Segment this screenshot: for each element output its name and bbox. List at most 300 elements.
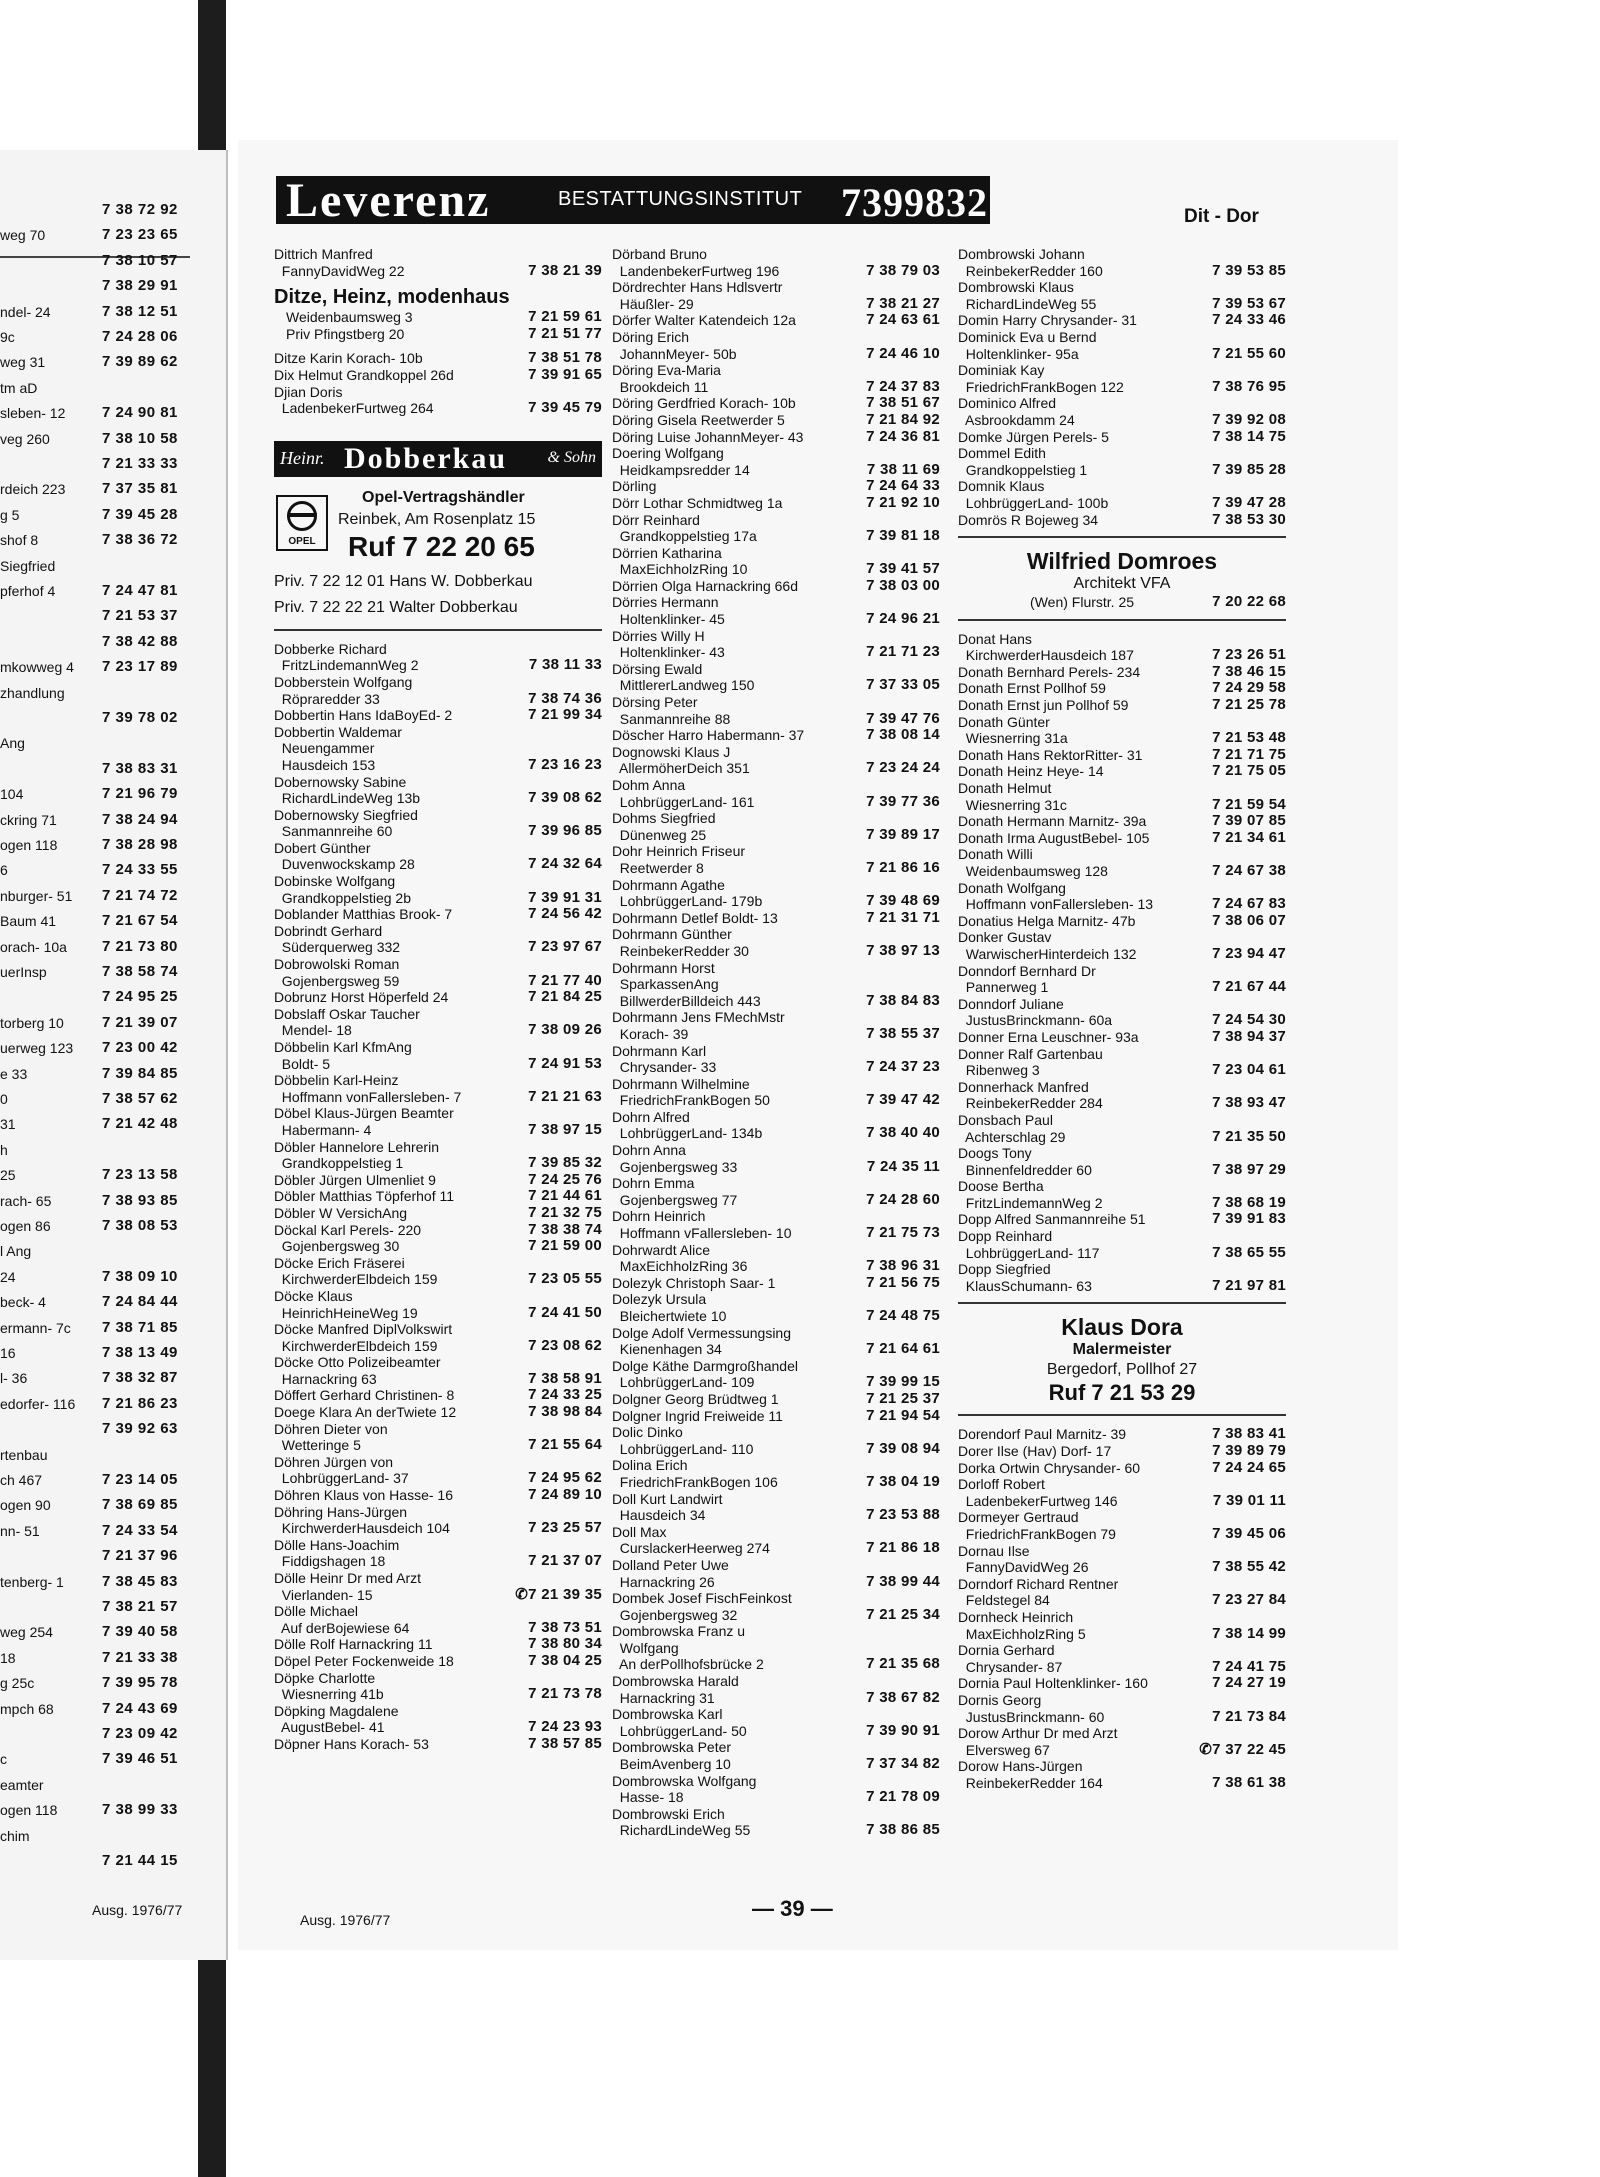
directory-entry [274,1437,602,1454]
directory-entry [612,993,940,1010]
entry-name: Döcke Manfred DiplVolkswirt [274,1321,453,1338]
entry-name: LohbrüggerLand- 110 [612,1440,754,1457]
directory-entry [274,1022,602,1039]
entry-phone: 7 38 24 94 [102,810,178,828]
entry-phone: 7 39 95 78 [102,1674,178,1692]
entry-name: Doering Wolfgang [612,445,724,462]
entry-name: Harnackring 26 [612,1573,715,1590]
entry-name: Elversweg 67 [958,1741,1050,1758]
entry-phone: 7 24 32 64 [528,855,602,873]
entry-name: Holtenklinker- 95a [958,345,1079,362]
entry-name: Dobbertin Hans IdaBoyEd- 2 [274,707,453,724]
entry-list-c [958,1426,1286,1791]
entry-phone: 7 21 37 96 [102,1547,178,1565]
page-range-header: Dit - Dor [1184,206,1259,227]
entry-name: l Ang [0,1243,32,1260]
entry-name: weg 254 [0,1624,53,1641]
directory-entry [612,594,940,611]
directory-entry [958,1443,1286,1460]
entry-name: Donath Hans RektorRitter- 31 [958,746,1143,763]
dobberkau-line1: Opel-Vertragshändler [362,488,525,506]
entry-name: Döcke Otto Polizeibeamter [274,1354,441,1371]
entry-phone: 7 21 35 50 [1212,1127,1286,1145]
entry-phone: 7 38 73 51 [528,1618,602,1636]
entry-phone: 7 24 67 38 [1212,862,1286,879]
directory-entry [274,1222,602,1239]
entry-name: RichardLindeWeg 13b [274,790,421,807]
directory-entry [274,350,602,367]
directory-entry [958,714,1286,731]
entry-name: mpch 68 [0,1700,54,1717]
entry-name: Dornia Gerhard [958,1642,1055,1659]
directory-entry [612,1308,940,1325]
directory-entry [612,1690,940,1707]
entry-name: Donath Heinz Heye- 14 [958,763,1104,780]
entry-phone: 7 38 32 87 [102,1369,178,1387]
directory-entry [274,1155,602,1172]
entry-name: Süderquerweg 332 [274,939,401,956]
entry-phone: 7 38 28 98 [102,836,178,853]
entry-name: LohbrüggerLand- 109 [612,1374,755,1391]
directory-entry [958,1526,1286,1543]
entry-phone: 7 21 33 33 [102,455,178,472]
entry-name: Mendel- 18 [274,1022,352,1039]
entry-phone: 7 24 25 76 [528,1170,602,1188]
directory-entry [274,1719,602,1736]
entry-name: FannyDavidWeg 26 [958,1559,1089,1576]
entry-phone: 7 24 63 61 [866,311,940,329]
entry-name: ReinbekerRedder 30 [612,942,749,959]
entry-phone: 7 21 32 75 [528,1203,602,1221]
entry-phone: 7 38 61 38 [1212,1773,1286,1791]
directory-entry [958,631,1286,648]
dobberkau-phone: Ruf 7 22 20 65 [348,530,535,562]
directory-entry [958,263,1286,280]
directory-entry [612,1275,940,1292]
directory-entry [958,929,1286,946]
directory-entry [612,893,940,910]
directory-entry [958,1709,1286,1726]
entry-phone: 7 38 09 10 [102,1267,178,1285]
entry-name: Döpking Magdalene [274,1702,399,1719]
entry-phone: 7 39 07 85 [1212,812,1286,830]
directory-entry [958,697,1286,714]
entry-name: KirchwerderHausdeich 187 [958,647,1134,664]
directory-entry [612,1607,940,1624]
entry-name: Dörr Reinhard [612,511,700,528]
entry-name: Dölle Hans-Joachim [274,1536,400,1553]
directory-entry [274,1736,602,1753]
entry-name: Dolgner Georg Brüdtweg 1 [612,1390,779,1407]
entry-name: Dohrmann Karl [612,1042,707,1059]
entry-phone: 7 38 36 72 [102,531,178,549]
directory-entry [958,1758,1286,1775]
entry-phone: 7 24 37 83 [866,377,940,395]
directory-entry [274,1354,602,1371]
entry-phone: 7 21 99 34 [528,706,602,724]
directory-entry [958,896,1286,913]
entry-name: Heidkampsredder 14 [612,461,750,478]
entry-name: CurslackerHeerweg 274 [612,1540,770,1557]
entry-name: weg 31 [0,354,46,371]
directory-entry [612,1109,940,1126]
directory-entry [612,296,940,313]
entry-phone: 7 24 84 44 [102,1293,178,1311]
entry-phone: 7 21 84 25 [528,988,602,1006]
directory-entry [274,641,602,658]
entry-name: ReinbekerRedder 160 [958,262,1103,279]
directory-entry [612,1424,940,1441]
directory-entry [612,1806,940,1823]
entry-name: Döbbelin Karl-Heinz [274,1072,399,1089]
entry-phone: 7 21 55 64 [528,1436,602,1454]
entry-phone: 7 38 57 62 [102,1090,178,1107]
directory-entry [274,890,602,907]
entry-phone: 7 24 46 10 [866,344,940,362]
dobberkau-priv-1: Priv. 7 22 12 01 Hans W. Dobberkau [274,572,533,590]
directory-entry [612,1656,940,1673]
directory-entry [612,1623,940,1640]
entry-phone: 7 38 93 85 [102,1191,178,1209]
entry-phone: 7 39 48 69 [866,892,940,910]
directory-entry [958,680,1286,697]
ditze-title: Ditze, Heinz, modenhaus [274,286,510,309]
entry-name: JohannMeyer- 50b [612,345,737,362]
entry-name: Donath Willi [958,846,1033,863]
directory-entry [612,1125,940,1142]
entry-name: Sanmannreihe 88 [612,710,731,727]
directory-entry [958,1145,1286,1162]
directory-entry [958,495,1286,512]
entry-phone: 7 21 67 54 [102,912,178,930]
entry-name: Dolland Peter Uwe [612,1556,729,1573]
directory-entry [958,412,1286,429]
entry-name: Wiesnerring 31a [958,730,1068,747]
directory-entry [612,412,940,429]
directory-entry [612,545,940,562]
directory-entry [612,1159,940,1176]
entry-name: Dorow Hans-Jürgen [958,1758,1083,1775]
entry-name: rtenbau [0,1446,48,1463]
entry-name: Donath Hermann Marnitz- 39a [958,813,1147,830]
entry-name: Dobinske Wolfgang [274,873,396,890]
entry-name: Auf derBojewiese 64 [274,1619,410,1636]
entry-phone: 7 21 86 16 [866,858,940,876]
entry-phone: 7 21 94 54 [866,1406,940,1424]
entry-phone: 7 38 71 85 [102,1318,178,1336]
entry-name: Dohrn Emma [612,1175,695,1192]
directory-entry [958,346,1286,363]
directory-entry [612,727,940,744]
directory-entry [958,1261,1286,1278]
dora-phone: Ruf 7 21 53 29 [1048,1380,1196,1406]
entry-name: BeimAvenberg 10 [612,1756,731,1773]
directory-entry [612,1208,940,1225]
directory-entry [958,763,1286,780]
directory-entry [274,989,602,1006]
directory-entry [274,367,602,384]
directory-entry [274,1620,602,1637]
directory-entry [612,1076,940,1093]
entry-phone: 7 38 84 83 [866,991,940,1009]
entry-name: chim [0,1827,30,1844]
directory-entry [612,1441,940,1458]
directory-entry [612,1175,940,1192]
entry-phone: 7 24 67 83 [1212,895,1286,913]
entry-list-a [958,246,1286,528]
entry-name: KirchwerderElbdeich 159 [274,1337,438,1354]
directory-entry [958,664,1286,681]
directory-entry [612,1225,940,1242]
entry-name: h [0,1141,8,1158]
entry-phone: 7 23 08 62 [528,1336,602,1354]
entry-name: Döbel Klaus-Jürgen Beamter [274,1105,454,1122]
directory-entry [958,1029,1286,1046]
entry-phone: 7 24 28 60 [866,1190,940,1208]
directory-entry [958,1426,1286,1443]
entry-phone: 7 38 14 75 [1212,427,1286,445]
entry-phone: 7 23 17 89 [102,658,178,676]
entry-name: Dölle Rolf Harnackring 11 [274,1636,433,1653]
directory-entry [274,691,602,708]
entry-name: Donath Bernhard Perels- 234 [958,663,1141,680]
directory-entry [612,1242,940,1259]
entry-phone: 7 39 91 65 [528,365,602,383]
entry-name: BillwerderBilldeich 443 [612,992,761,1009]
directory-entry [274,740,602,757]
directory-entry [612,462,940,479]
entry-name: Dörling [612,478,657,495]
entry-phone: 7 38 97 15 [528,1120,602,1138]
previous-page-fragment [0,150,228,1960]
entry-name: Siegfried [0,557,56,574]
directory-entry [958,1659,1286,1676]
entry-phone: 7 39 89 79 [1212,1442,1286,1460]
entry-phone: 7 21 59 54 [1212,795,1286,813]
entry-phone: 7 38 80 34 [528,1635,602,1653]
directory-page [238,140,1398,1950]
entry-name: Dölle Michael [274,1603,359,1620]
directory-entry [274,1371,602,1388]
entry-name: Döring Gisela Reetwerder 5 [612,411,785,428]
entry-name: MaxEichholzRing 5 [958,1625,1086,1642]
entry-name: Hoffmann vonFallersleben- 7 [274,1088,462,1105]
entry-name: 0 [0,1091,8,1107]
entry-name: torberg 10 [0,1014,64,1031]
entry-name: Dolina Erich [612,1457,688,1474]
entry-name: Wolfgang [612,1639,679,1656]
entry-name: orach- 10a [0,938,67,955]
entry-phone: 7 21 73 84 [1212,1707,1286,1725]
directory-entry [958,296,1286,313]
directory-entry [274,384,602,401]
directory-entry [958,478,1286,495]
entry-name: ogen 90 [0,1497,51,1514]
directory-entry [612,644,940,661]
directory-entry [274,1205,602,1222]
directory-entry [958,1576,1286,1593]
entry-name: FannyDavidWeg 22 [274,262,405,279]
entry-phone: 7 21 53 48 [1212,729,1286,747]
directory-entry [612,694,940,711]
entry-phone: 7 21 78 09 [866,1788,940,1806]
entry-phone: 7 21 44 61 [528,1187,602,1205]
directory-entry [612,1574,940,1591]
directory-entry [274,1321,602,1338]
entry-phone: 7 38 68 19 [1212,1193,1286,1211]
entry-name: Döbler W VersichAng [274,1204,408,1221]
entry-phone: 7 21 96 79 [102,785,178,803]
entry-phone: 7 38 79 03 [866,261,940,279]
entry-phone: 7 38 72 92 [102,201,178,218]
entry-phone: 7 38 51 78 [528,349,602,367]
divider [958,536,1286,538]
entry-name: Harnackring 31 [612,1689,715,1706]
entry-phone: 7 21 31 71 [866,908,940,926]
entry-list-b [958,631,1286,1295]
entry-phone: 7 39 47 76 [866,709,940,727]
entry-phone: 7 38 83 31 [102,759,178,777]
entry-name: MaxEichholzRing 36 [612,1258,748,1275]
opel-logo-label: OPEL [288,535,316,547]
entry-name: Döckal Karl Perels- 220 [274,1221,422,1238]
directory-entry [612,1358,940,1375]
entry-name: LohbrüggerLand- 100b [958,494,1109,511]
entry-name: Brookdeich 11 [612,378,709,395]
directory-entry [274,1653,602,1670]
directory-entry [612,1673,940,1690]
entry-name: Döhren Jürgen von [274,1453,394,1470]
entry-name: Dombrowska Franz u [612,1623,746,1640]
directory-entry [274,1338,602,1355]
entry-name: Döffert Gerhard Christinen- 8 [274,1387,455,1404]
entry-phone: 7 24 36 81 [866,427,940,445]
directory-entry [612,960,940,977]
entry-name: Dohms Siegfried [612,810,716,827]
entry-phone: 7 24 95 25 [102,988,178,1006]
entry-phone: 7 24 56 42 [528,905,602,923]
entry-name: Döpke Charlotte [274,1669,376,1686]
entry-phone: 7 39 84 85 [102,1064,178,1082]
directory-entry [612,1142,940,1159]
directory-entry [612,512,940,529]
entry-phone: 7 23 53 88 [866,1506,940,1524]
directory-entry [274,840,602,857]
directory-entry [274,1636,602,1653]
directory-entry [958,246,1286,263]
entry-phone: 7 21 71 75 [1212,745,1286,763]
entry-phone: 7 38 99 44 [866,1572,940,1590]
entry-phone: 7 38 65 55 [1212,1243,1286,1261]
domroes-address: (Wen) Flurstr. 25 [1030,594,1135,611]
entry-name: 25 [0,1167,16,1184]
entry-name: Holtenklinker- 43 [612,644,725,661]
directory-entry [958,1725,1286,1742]
entry-phone: 7 24 33 55 [102,861,178,879]
entry-phone: 7 38 94 37 [1212,1027,1286,1045]
entry-phone: 7 39 45 28 [102,505,178,523]
entry-name: Ang [0,735,25,752]
entry-name: Dörband Bruno [612,246,707,262]
entry-name: Dohrwardt Alice [612,1241,711,1258]
entry-name: Döpner Hans Korach- 53 [274,1735,429,1752]
entry-phone: 7 24 90 81 [102,404,178,422]
directory-entry [274,1387,602,1404]
entry-phone: 7 39 99 15 [866,1373,940,1391]
entry-name: g 25c [0,1675,35,1692]
directory-entry [612,495,940,512]
directory-entry [612,1009,940,1026]
dora-ad [958,1314,1286,1406]
entry-phone: 7 23 09 42 [102,1725,178,1742]
directory-entry [612,794,940,811]
directory-entry [958,1012,1286,1029]
entry-name: Doose Bertha [958,1178,1044,1195]
entry-phone: 7 21 33 38 [102,1648,178,1666]
entry-phone: 7 23 25 57 [528,1519,602,1537]
entry-phone: 7 38 04 25 [528,1651,602,1669]
directory-entry [958,512,1286,529]
directory-entry [612,312,940,329]
entry-name: Donndorf Juliane [958,995,1064,1012]
entry-phone: 7 39 53 85 [1212,261,1286,279]
entry-name: Dombek Josef FischFeinkost [612,1590,792,1607]
entry-name: edorfer- 116 [0,1395,76,1412]
entry-name: Donsbach Paul [958,1111,1053,1128]
entry-name: Grandkoppelstieg 1 [958,461,1088,478]
directory-entry [612,777,940,794]
directory-entry [958,1095,1286,1112]
entry-name: Dombrowski Johann [958,246,1085,262]
entry-name: Habermann- 4 [274,1121,372,1138]
entry-name: Dobrowolski Roman [274,956,400,973]
entry-phone: 7 21 71 23 [866,643,940,661]
entry-name: Dobbertin Waldemar [274,723,402,740]
entry-name: Gojenbergsweg 30 [274,1238,400,1255]
directory-entry [612,1341,940,1358]
entry-name: Dohrmann Detlef Boldt- 13 [612,909,778,926]
entry-name: Hausdeich 34 [612,1507,706,1524]
directory-entry [612,561,940,578]
directory-entry [612,1723,940,1740]
entry-phone: 7 24 54 30 [1212,1011,1286,1029]
entry-name: Boldt- 5 [274,1055,331,1072]
entry-name: Reetwerder 8 [612,859,704,876]
directory-entry [274,1288,602,1305]
leverenz-subtitle: BESTATTUNGSINSTITUT [558,188,803,210]
entry-phone: 7 21 73 78 [528,1685,602,1703]
entry-phone: 7 38 06 07 [1212,911,1286,929]
entry-name: Grandkoppelstieg 17a [612,528,757,545]
directory-entry [958,279,1286,296]
directory-entry [274,1238,602,1255]
entry-name: MittlererLandweg 150 [612,677,755,694]
directory-entry [612,827,940,844]
entry-name: Dombrowska Karl [612,1706,723,1723]
entry-phone: 7 38 14 99 [1212,1624,1286,1642]
entry-name: Weidenbaumsweg 128 [958,863,1108,879]
entry-phone: 7 24 48 75 [866,1307,940,1324]
entry-phone: 7 38 55 42 [1212,1558,1286,1576]
directory-entry [958,913,1286,930]
directory-entry [958,1543,1286,1560]
entry-phone: 7 23 26 51 [1212,646,1286,664]
entry-phone: 7 24 28 06 [102,328,178,345]
entry-name: Hoffmann vFallersleben- 10 [612,1225,792,1242]
entry-phone: 7 38 51 67 [866,394,940,412]
entry-name: Dohrn Alfred [612,1108,690,1125]
divider [274,629,602,631]
